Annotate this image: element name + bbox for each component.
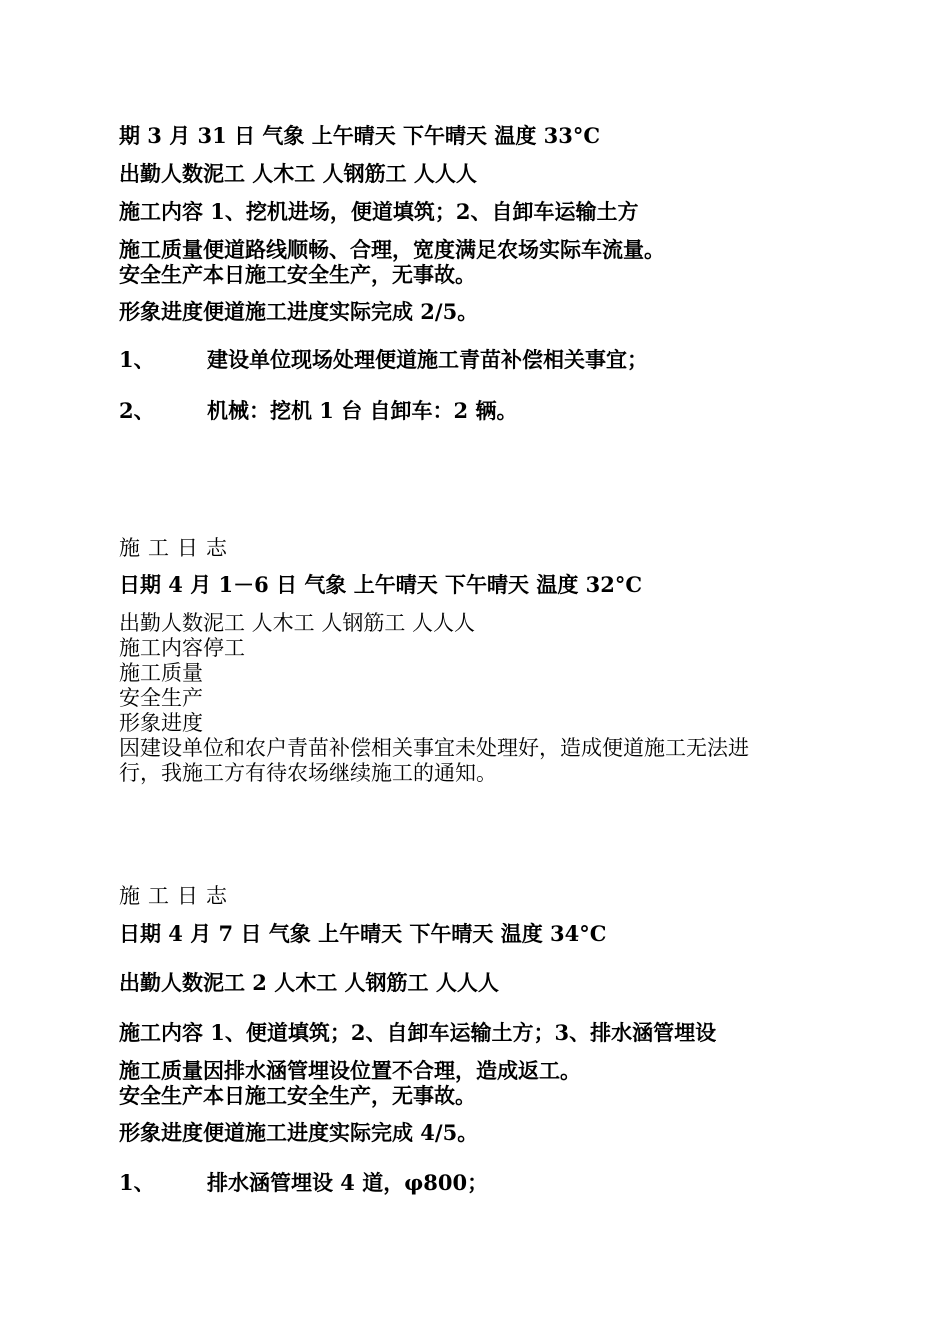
entry1-content: 施工内容 1、挖机进场，便道填筑；2、自卸车运输土方 bbox=[119, 199, 639, 224]
entry1-note-2 bbox=[119, 398, 517, 424]
note-text: 机械：挖机 1 台 自卸车：2 辆。 bbox=[207, 398, 518, 423]
entry2-content: 施工内容停工 bbox=[119, 636, 245, 660]
entry3-progress: 形象进度便道施工进度实际完成 4/5。 bbox=[119, 1120, 479, 1145]
note-number: 1、 bbox=[119, 1170, 155, 1195]
entry3-attendance: 出勤人数泥工 2 人木工 人钢筋工 人人人 bbox=[119, 970, 499, 995]
entry2-safety: 安全生产 bbox=[119, 686, 203, 710]
entry1-attendance: 出勤人数泥工 人木工 人钢筋工 人人人 bbox=[119, 161, 477, 186]
entry3-heading: 施工日志 bbox=[119, 884, 235, 908]
entry3-quality: 施工质量因排水涵管埋设位置不合理，造成返工。 bbox=[119, 1058, 581, 1083]
entry2-progress: 形象进度 bbox=[119, 711, 203, 735]
note-text: 排水涵管埋设 4 道，φ800； bbox=[207, 1170, 489, 1195]
note-number: 2、 bbox=[119, 398, 155, 423]
entry2-remark-line-2: 行，我施工方有待农场继续施工的通知。 bbox=[119, 761, 497, 785]
entry2-quality: 施工质量 bbox=[119, 661, 203, 685]
entry3-weather-line: 日期 4 月 7 日 气象 上午晴天 下午晴天 温度 34°C bbox=[119, 921, 607, 946]
entry1-quality: 施工质量便道路线顺畅、合理，宽度满足农场实际车流量。 bbox=[119, 237, 665, 262]
entry1-weather-line: 期 3 月 31 日 气象 上午晴天 下午晴天 温度 33°C bbox=[119, 123, 601, 148]
entry2-remark-line-1: 因建设单位和农户青苗补偿相关事宜未处理好，造成便道施工无法进 bbox=[119, 736, 749, 760]
entry3-content: 施工内容 1、便道填筑；2、自卸车运输土方；3、排水涵管埋设 bbox=[119, 1020, 717, 1045]
entry1-safety: 安全生产本日施工安全生产，无事故。 bbox=[119, 262, 476, 287]
note-text: 建设单位现场处理便道施工青苗补偿相关事宜； bbox=[207, 347, 648, 372]
entry3-note-1 bbox=[119, 1170, 488, 1196]
entry2-heading: 施工日志 bbox=[119, 536, 235, 560]
entry1-note-1 bbox=[119, 347, 648, 373]
entry3-safety: 安全生产本日施工安全生产，无事故。 bbox=[119, 1083, 476, 1108]
entry2-weather-line: 日期 4 月 1－6 日 气象 上午晴天 下午晴天 温度 32°C bbox=[119, 572, 643, 597]
entry1-progress: 形象进度便道施工进度实际完成 2/5。 bbox=[119, 299, 479, 324]
entry2-attendance: 出勤人数泥工 人木工 人钢筋工 人人人 bbox=[119, 611, 476, 635]
note-number: 1、 bbox=[119, 347, 155, 372]
